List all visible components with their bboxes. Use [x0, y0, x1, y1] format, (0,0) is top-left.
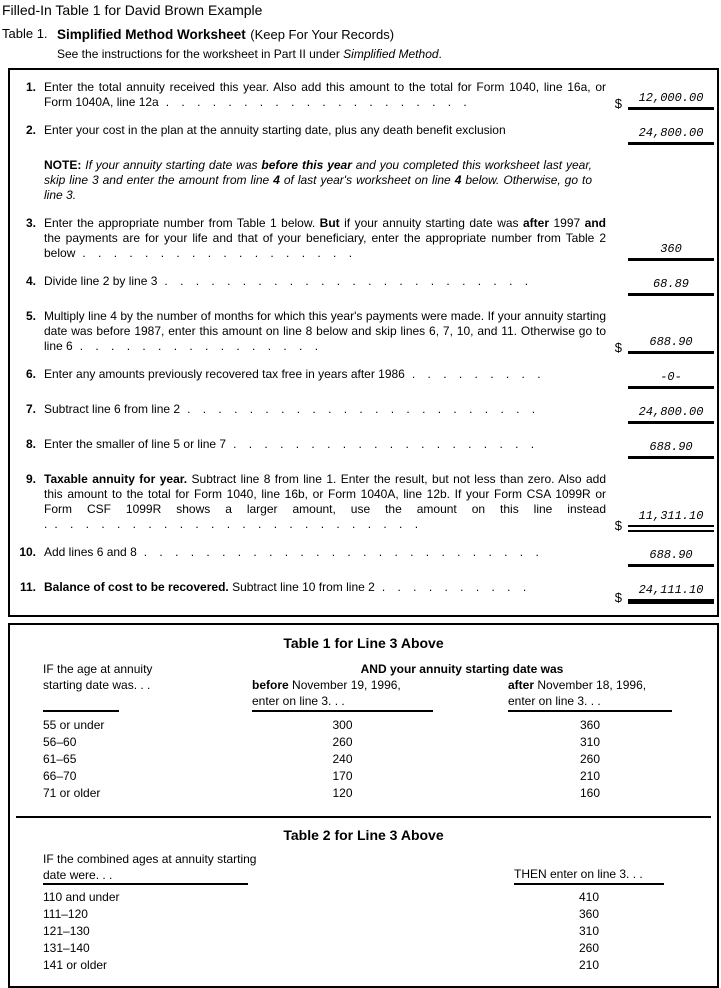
- line-number: 7.: [25, 402, 36, 416]
- text-segment: 4: [454, 173, 462, 187]
- dollar-sign: $: [614, 590, 622, 605]
- worksheet-title: Simplified Method Worksheet: [57, 27, 246, 42]
- text-segment: Subtract line 6 from line 2: [44, 402, 181, 416]
- value-underline: [628, 506, 714, 532]
- value-underline: [628, 437, 714, 459]
- worksheet-title-suffix: (Keep For Your Records): [250, 27, 395, 42]
- line-number: 3.: [25, 216, 36, 230]
- table2-ages-cell: 110 and under: [43, 890, 120, 904]
- line-number: 8.: [25, 437, 36, 451]
- value-underline: [628, 402, 714, 424]
- text-segment: and you completed this worksheet last year, skip line 3 and enter the amount from line: [44, 158, 592, 187]
- text-segment: Enter the appropriate number from Table 1 below.: [44, 216, 320, 230]
- line-text: [44, 402, 610, 424]
- value-underline: [628, 367, 714, 389]
- text-segment: November 19, 1996,: [288, 678, 401, 692]
- line-text: [44, 80, 610, 110]
- dot-leader: . . . . . . . . . . . . . . . . . . . . . . .: [187, 402, 536, 416]
- value-underline: [628, 274, 714, 296]
- table1-before-header-line1: [252, 677, 433, 693]
- text-segment: Simplified Method: [343, 47, 439, 61]
- line-value-area: [610, 274, 717, 296]
- dot-leader: . . . . . . . . . . . . . . . .: [79, 339, 319, 353]
- table1-after-value: 260: [579, 752, 601, 766]
- table1-after-header-line1: [508, 677, 672, 693]
- table2-value-cell: 360: [578, 907, 600, 921]
- table1-header: [43, 661, 717, 712]
- reference-tables-box: [8, 623, 719, 988]
- value-underline: [628, 239, 714, 261]
- line-value: 688.90: [649, 548, 693, 562]
- table2-value-cell: 210: [578, 958, 600, 972]
- dot-leader: . . . . . . . . . . . . . . . . . . . . . . . .: [164, 274, 529, 288]
- text-segment: NOTE:: [44, 158, 82, 172]
- worksheet-line: [10, 216, 717, 261]
- text-segment: Enter any amounts previously recovered tax free in years after 1986: [44, 367, 405, 381]
- line-value-area: [610, 437, 717, 459]
- line-value: 688.90: [649, 335, 693, 349]
- table2-value-cell: 310: [578, 924, 600, 938]
- line-value-area: [610, 580, 717, 604]
- table-divider: [16, 816, 711, 818]
- table2-ages-cell: 131–140: [43, 941, 90, 955]
- page-title: Filled-In Table 1 for David Brown Example: [2, 2, 263, 18]
- text-segment: November 18, 1996,: [534, 678, 647, 692]
- text-segment: if your annuity starting date was: [339, 216, 523, 230]
- title-block: [57, 26, 442, 61]
- line-text: [44, 309, 610, 354]
- text-segment: Add lines 6 and 8: [44, 545, 137, 559]
- dot-leader: . . . . . . . . . . . . . . . . . . . .: [165, 95, 467, 109]
- line-text: [44, 580, 610, 604]
- text-segment: If your annuity starting date was: [81, 158, 262, 172]
- line-value-area: [610, 88, 717, 110]
- text-segment: and: [584, 216, 606, 230]
- line-number: 5.: [25, 309, 36, 323]
- table1-age-cell: 61–65: [43, 752, 77, 766]
- line-value: 12,000.00: [638, 91, 704, 105]
- text-segment: after: [523, 216, 550, 230]
- line-value: 24,800.00: [638, 405, 704, 419]
- dot-leader: . . . . . . . . . . . . . . . . . . . .: [233, 437, 535, 451]
- text-segment: before: [252, 678, 289, 692]
- table1-age-cell: 71 or older: [43, 786, 101, 800]
- text-segment: Divide line 2 by line 3: [44, 274, 158, 288]
- line-number: 1.: [25, 80, 36, 94]
- table2-header: [43, 851, 717, 885]
- table2-ages-cell: 141 or older: [43, 958, 108, 972]
- table1-before-value: 260: [332, 735, 353, 749]
- table1-age-cell: 56–60: [43, 735, 77, 749]
- line-text: [44, 545, 610, 567]
- text-segment: 4: [273, 173, 280, 187]
- dot-leader: . . . . . . . . .: [411, 367, 541, 381]
- worksheet-line: [10, 309, 717, 354]
- table1-title: Table 1 for Line 3 Above: [283, 635, 444, 651]
- line-value-area: [610, 545, 717, 567]
- text-segment: Enter the smaller of line 5 or line 7: [44, 437, 227, 451]
- text-segment: below. Otherwise, go to line 3.: [44, 173, 592, 202]
- table1-and-header: AND your annuity starting date was: [360, 662, 564, 676]
- header-underline: [43, 710, 119, 712]
- worksheet-subtitle: [57, 47, 442, 61]
- line-text: [44, 216, 610, 261]
- text-segment: Enter your cost in the plan at the annuity starting date, plus any death benefit exclusion: [44, 123, 506, 137]
- text-segment: 1997: [549, 216, 585, 230]
- table2-col1-header-text: IF the combined ages at annuity starting date were. . .: [43, 852, 257, 882]
- line-number: 2.: [25, 123, 36, 137]
- text-segment: after: [508, 678, 535, 692]
- value-underline: [628, 88, 714, 110]
- table1-after-value: 360: [579, 718, 601, 732]
- table1-age-cell: 66–70: [43, 769, 77, 783]
- value-underline: [628, 332, 714, 354]
- dollar-sign: $: [614, 96, 622, 111]
- worksheet-line: [10, 472, 717, 532]
- text-segment: the payments are for your life and that of your beneficiary, enter the appropriate number from Table 2 below: [44, 231, 606, 260]
- worksheet-line: [10, 123, 717, 145]
- dot-leader: . . . . . . . . . .: [381, 580, 527, 594]
- worksheet-line: [10, 437, 717, 459]
- line-text: [44, 367, 610, 389]
- text-segment: Balance of cost to be recovered.: [44, 580, 229, 594]
- line-value-area: [610, 506, 717, 532]
- table1-after-value: 160: [579, 786, 601, 800]
- dollar-sign: $: [614, 340, 622, 355]
- table1-after-value: 310: [579, 735, 601, 749]
- worksheet-line: [10, 80, 717, 110]
- table1-before-value: 300: [332, 718, 353, 732]
- line-value-area: [610, 239, 717, 261]
- line-text: [44, 472, 610, 532]
- text-segment: Subtract line 10 from line 2: [228, 580, 375, 594]
- line-value-area: [610, 123, 717, 145]
- line-value-area: [610, 402, 717, 424]
- text-segment: Multiply line 4 by the number of months for which this year's payments were made. If your annuity starting date was before 1987, enter this amount on line 8 below and skip lines 6, 7, 10, and 11. Otherwise go to line 6: [44, 309, 606, 353]
- worksheet-line: [10, 367, 717, 389]
- table1-before-header-line2: enter on line 3. . .: [252, 694, 345, 708]
- header-underline: [43, 883, 248, 885]
- dot-leader: . . . . . . . . . . . . . . . . . .: [82, 246, 353, 260]
- text-segment: See the instructions for the worksheet in Part II under: [57, 47, 344, 61]
- table1-rows: [43, 717, 717, 802]
- line-value: 68.89: [652, 277, 689, 291]
- table2-ages-cell: 121–130: [43, 924, 90, 938]
- table2-title: Table 2 for Line 3 Above: [283, 827, 444, 843]
- table1-age-cell: 55 or under: [43, 718, 105, 732]
- table1-before-value: 120: [332, 786, 353, 800]
- table1-col1-header: [43, 661, 252, 712]
- note-row: [10, 158, 717, 203]
- note-paragraph: [44, 158, 596, 203]
- worksheet-line: [10, 545, 717, 567]
- table1-col1-header-text: IF the age at annuity starting date was. . .: [43, 662, 153, 692]
- worksheet-line: [10, 580, 717, 604]
- table2-col2-header: THEN enter on line 3. . .: [514, 866, 664, 885]
- line-text: [44, 123, 610, 145]
- dollar-sign: $: [614, 518, 622, 533]
- table2-rows: [43, 889, 717, 974]
- line-value-area: [610, 332, 717, 354]
- table1-before-header: [252, 677, 433, 712]
- text-segment: Taxable annuity for year.: [44, 472, 188, 486]
- line-number: 10.: [19, 545, 36, 559]
- table1-after-header-line2: enter on line 3. . .: [508, 694, 601, 708]
- worksheet-line: [10, 274, 717, 296]
- line-number: 11.: [19, 580, 36, 594]
- text-segment: But: [319, 216, 340, 230]
- table1-after-header: [508, 677, 672, 712]
- line-number: 4.: [25, 274, 36, 288]
- value-underline: [628, 545, 714, 567]
- table2-ages-cell: 111–120: [43, 907, 88, 921]
- worksheet-line: [10, 402, 717, 424]
- table2-col1-header: [43, 851, 514, 885]
- table2-value-cell: 260: [578, 941, 600, 955]
- line-value: 688.90: [649, 440, 693, 454]
- line-number: [10, 158, 44, 203]
- line-number: 9.: [25, 472, 36, 486]
- text-segment: .: [438, 47, 442, 61]
- line-value: 360: [660, 242, 682, 256]
- value-underline: [628, 123, 714, 145]
- text-segment: Subtract line 8 from line 1. Enter the result, but not less than zero. Also add this amount to the total for Form 1040, line 16b, or Form 1040A, line 12b. If your Form CSA 1099R or Form CSF 1099R shows a larger amount, use the amount on this line instead .: [44, 472, 607, 531]
- text-segment: Enter the total annuity received this year. Also add this amount to the total for Form 1040, line 16a, or Form 1040A, line 12a: [44, 80, 606, 109]
- line-value: -0-: [660, 370, 682, 384]
- text-segment: of last year's worksheet on line: [279, 173, 455, 187]
- table-label: Table 1.: [2, 26, 48, 41]
- worksheet-box: [8, 68, 719, 617]
- line-text: [44, 437, 610, 459]
- table1-after-value: 210: [579, 769, 601, 783]
- table2-value-cell: 410: [578, 890, 600, 904]
- line-value: 24,800.00: [638, 126, 704, 140]
- line-value: 11,311.10: [638, 509, 704, 523]
- line-value-area: [610, 367, 717, 389]
- value-underline: [628, 580, 714, 604]
- worksheet-caption: [0, 26, 721, 61]
- table1-before-value: 170: [332, 769, 353, 783]
- text-segment: before this year: [261, 158, 352, 172]
- dot-leader: . . . . . . . . . . . . . . . . . . . . . . . . . .: [143, 545, 539, 559]
- table1-before-value: 240: [332, 752, 353, 766]
- line-text: [44, 274, 610, 296]
- dot-leader: . . . . . . . . . . . . . . . . . . . . . . . .: [54, 517, 419, 531]
- line-number: 6.: [25, 367, 36, 381]
- line-value: 24,111.10: [638, 583, 704, 597]
